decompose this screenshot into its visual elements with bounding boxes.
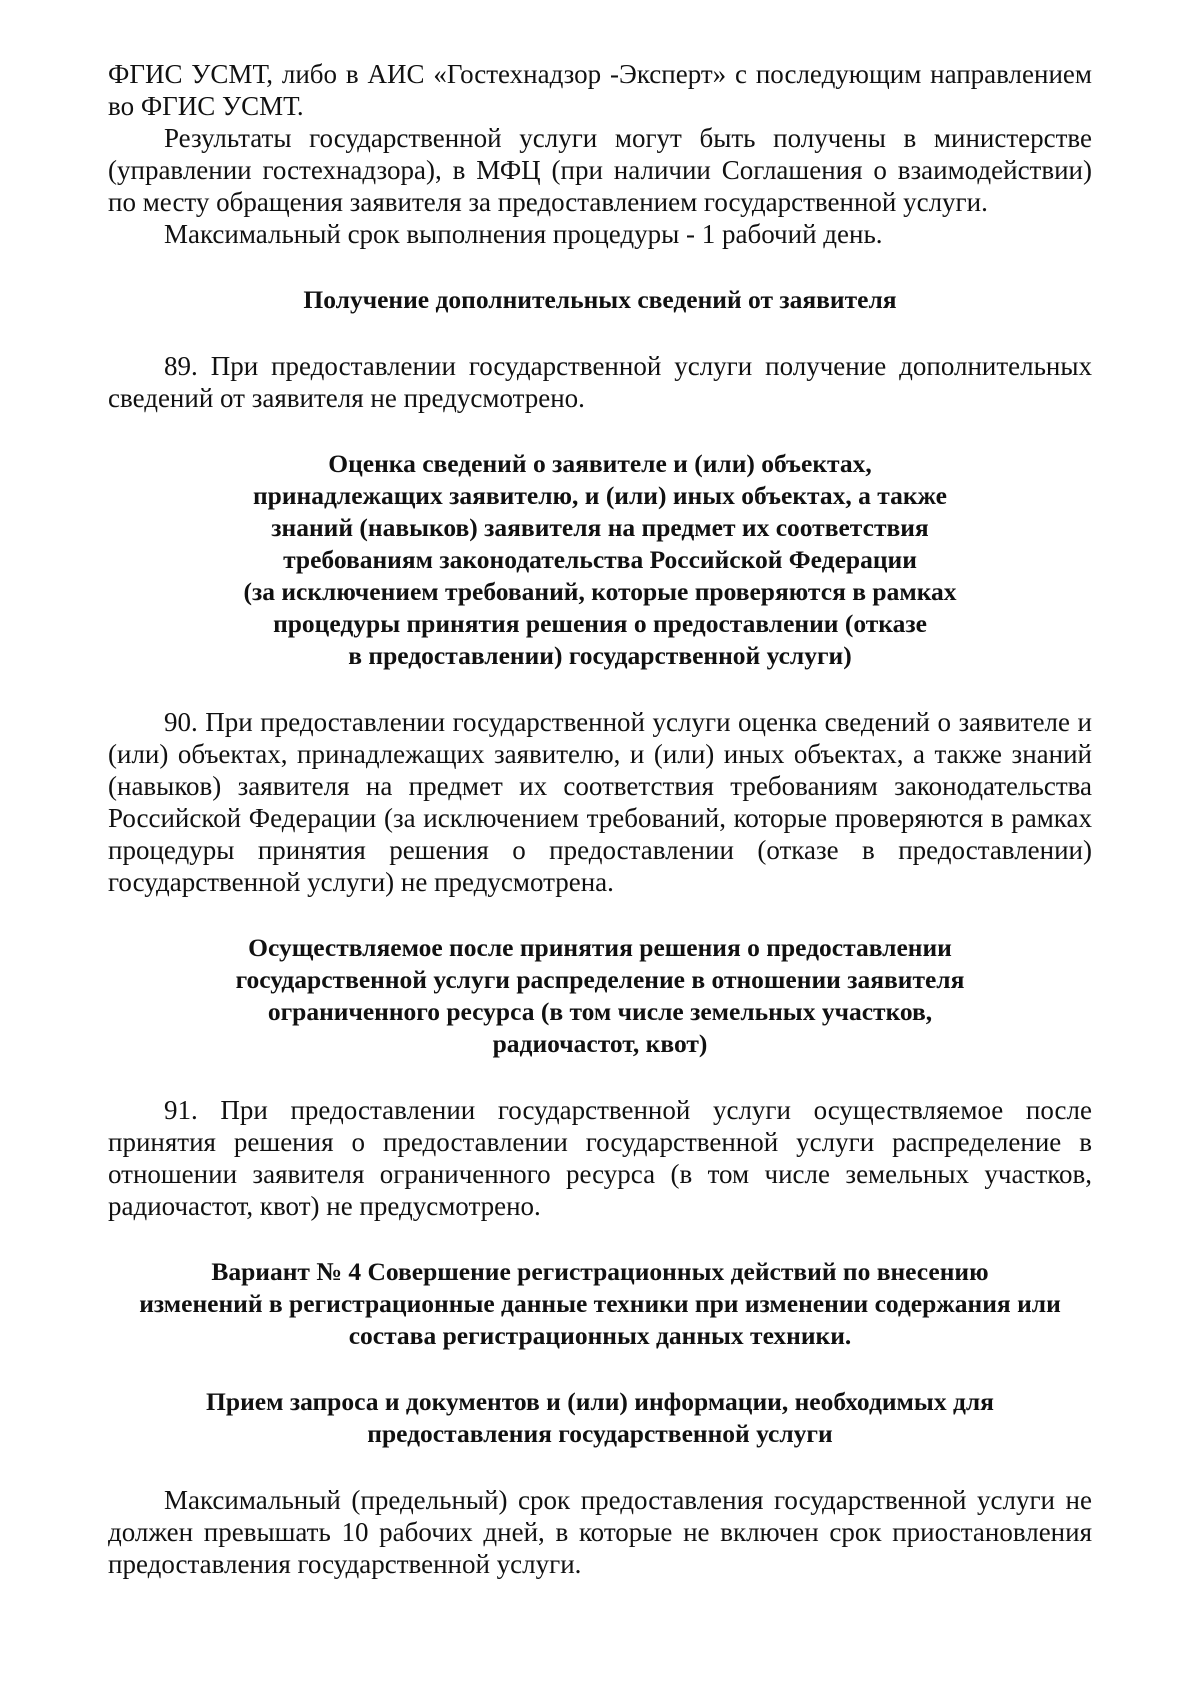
heading-additional-info: Получение дополнительных сведений от заявителя [303,285,897,314]
paragraph-91: 91. При предоставлении государственной услуги осуществляемое после принятия решения о предоставлении государственной услуги распределение в отношении заявителя ограниченного ресурса (в том числе земельных участков, радиочастот, квот) не предусмотрено. [108,1095,1092,1221]
heading-assessment-line: требованиям законодательства Российской Федерации [283,545,917,574]
heading-assessment-line: принадлежащих заявителю, и (или) иных объектах, а также [252,481,947,510]
heading-resource [108,932,1092,1060]
heading-variant-line: состава регистрационных данных техники. [348,1321,852,1350]
heading-resource-line: государственной услуги распределение в отношении заявителя [235,965,965,994]
heading-resource-line: радиочастот, квот) [492,1029,708,1058]
paragraph-final: Максимальный (предельный) срок предоставления государственной услуги не должен превышать 10 рабочих дней, в которые не включен срок приостановления предоставления государственной услуги. [108,1485,1092,1579]
heading-variant-line: изменений в регистрационные данные техники при изменении содержания или [139,1289,1061,1318]
heading-assessment-line: (за исключением требований, которые проверяются в рамках [243,577,957,606]
paragraph-89: 89. При предоставлении государственной услуги получение дополнительных сведений от заявителя не предусмотрено. [108,351,1092,413]
heading-assessment-line: знаний (навыков) заявителя на предмет их соответствия [271,513,929,542]
heading-variant-4 [108,1256,1092,1352]
heading-reception-line: Прием запроса и документов и (или) информации, необходимых для [206,1387,994,1416]
heading-resource-line: ограниченного ресурса (в том числе земельных участков, [267,997,933,1026]
paragraph-max-term: Максимальный срок выполнения процедуры - 1 рабочий день. [164,219,883,249]
heading-resource-line: Осуществляемое после принятия решения о предоставлении [248,933,952,962]
heading-assessment [108,448,1092,672]
heading-reception-line: предоставления государственной услуги [367,1419,833,1448]
heading-reception [108,1386,1092,1450]
paragraph-continuation: ФГИС УСМТ, либо в АИС «Гостехнадзор -Эксперт» с последующим направлением во ФГИС УСМТ. [108,59,1092,121]
heading-assessment-line: Оценка сведений о заявителе и (или) объектах, [328,449,872,478]
paragraph-results: Результаты государственной услуги могут быть получены в министерстве (управлении гостехнадзора), в МФЦ (при наличии Соглашения о взаимодействии) по месту обращения заявителя за предоставлением государственной услуги. [108,123,1092,217]
heading-assessment-line: в предоставлении) государственной услуги) [348,641,852,670]
paragraph-90: 90. При предоставлении государственной услуги оценка сведений о заявителе и (или) объектах, принадлежащих заявителю, и (или) иных объектах, а также знаний (навыков) заявителя на предмет их соответствия требованиям законодательства Российской Федерации (за исключением требований, которые проверяются в рамках процедуры принятия решения о предоставлении (отказе в предоставлении) государственной услуги) не предусмотрена. [108,707,1092,897]
heading-variant-line: Вариант № 4 Совершение регистрационных действий по внесению [211,1257,989,1286]
heading-assessment-line: процедуры принятия решения о предоставлении (отказе [273,609,927,638]
